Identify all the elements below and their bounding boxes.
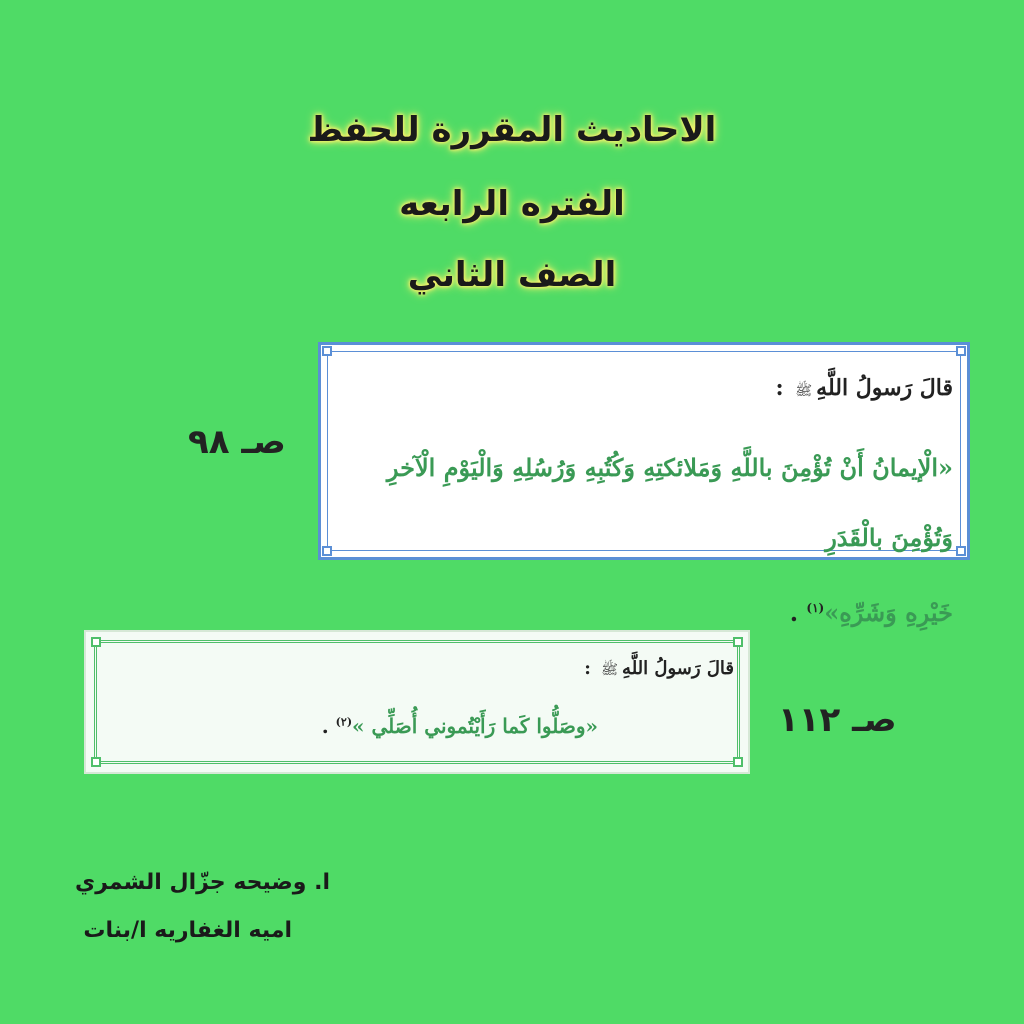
hadith-2-end: . [321, 714, 329, 738]
pbuh-icon: ﷺ [601, 662, 619, 678]
hadith-1-intro [775, 375, 953, 402]
hadith-1-line-1: «الْإيمانُ أَنْ تُؤْمِنَ باللَّهِ وَمَلائكتِهِ وَكُتُبِهِ وَرُسُلِهِ وَالْيَوْمِ الْآخرِ وَتُؤْمِنَ بالْقَدَرِ [386, 453, 953, 552]
hadith-card-2 [84, 630, 750, 774]
corner-ornament [322, 346, 332, 356]
corner-ornament [956, 546, 966, 556]
hadith-1-end: . [789, 598, 799, 627]
title-line-2: الفتره الرابعه [399, 184, 625, 224]
corner-ornament [91, 637, 101, 647]
corner-ornament [733, 757, 743, 767]
corner-ornament [733, 637, 743, 647]
hadith-1-footnote: (١) [806, 601, 825, 615]
pbuh-icon: ﷺ [795, 383, 813, 399]
page-ref-2: صـ ١١٢ [778, 700, 897, 740]
author-name: ا. وضيحه جزّال الشمري [75, 870, 330, 895]
title-line-1: الاحاديث المقررة للحفظ [307, 110, 717, 150]
corner-ornament [91, 757, 101, 767]
title-line-3: الصف الثاني [407, 255, 617, 295]
hadith-2-said: قالَ رَسولُ اللَّهِ [622, 658, 734, 679]
hadith-2-text [116, 714, 598, 738]
hadith-1-line-2-text: خَيْرِهِ وَشَرِّهِ» [824, 598, 953, 627]
hadith-card-1 [318, 342, 970, 627]
hadith-2-colon: : [584, 658, 591, 679]
corner-ornament [956, 346, 966, 356]
school-name: اميه الغفاريه ا/بنات [83, 918, 292, 943]
page-ref-1: صـ ٩٨ [188, 422, 286, 462]
hadith-2-footnote: (٢) [335, 715, 353, 729]
hadith-1-said: قالَ رَسولُ اللَّهِ [816, 375, 953, 401]
corner-ornament [322, 546, 332, 556]
hadith-1-text [333, 433, 953, 648]
hadith-2-body: «وصَلُّوا كَما رَأَيْتُموني أُصَلِّي » [352, 714, 598, 738]
hadith-2-intro [584, 658, 734, 681]
hadith-1-colon: : [775, 375, 784, 401]
